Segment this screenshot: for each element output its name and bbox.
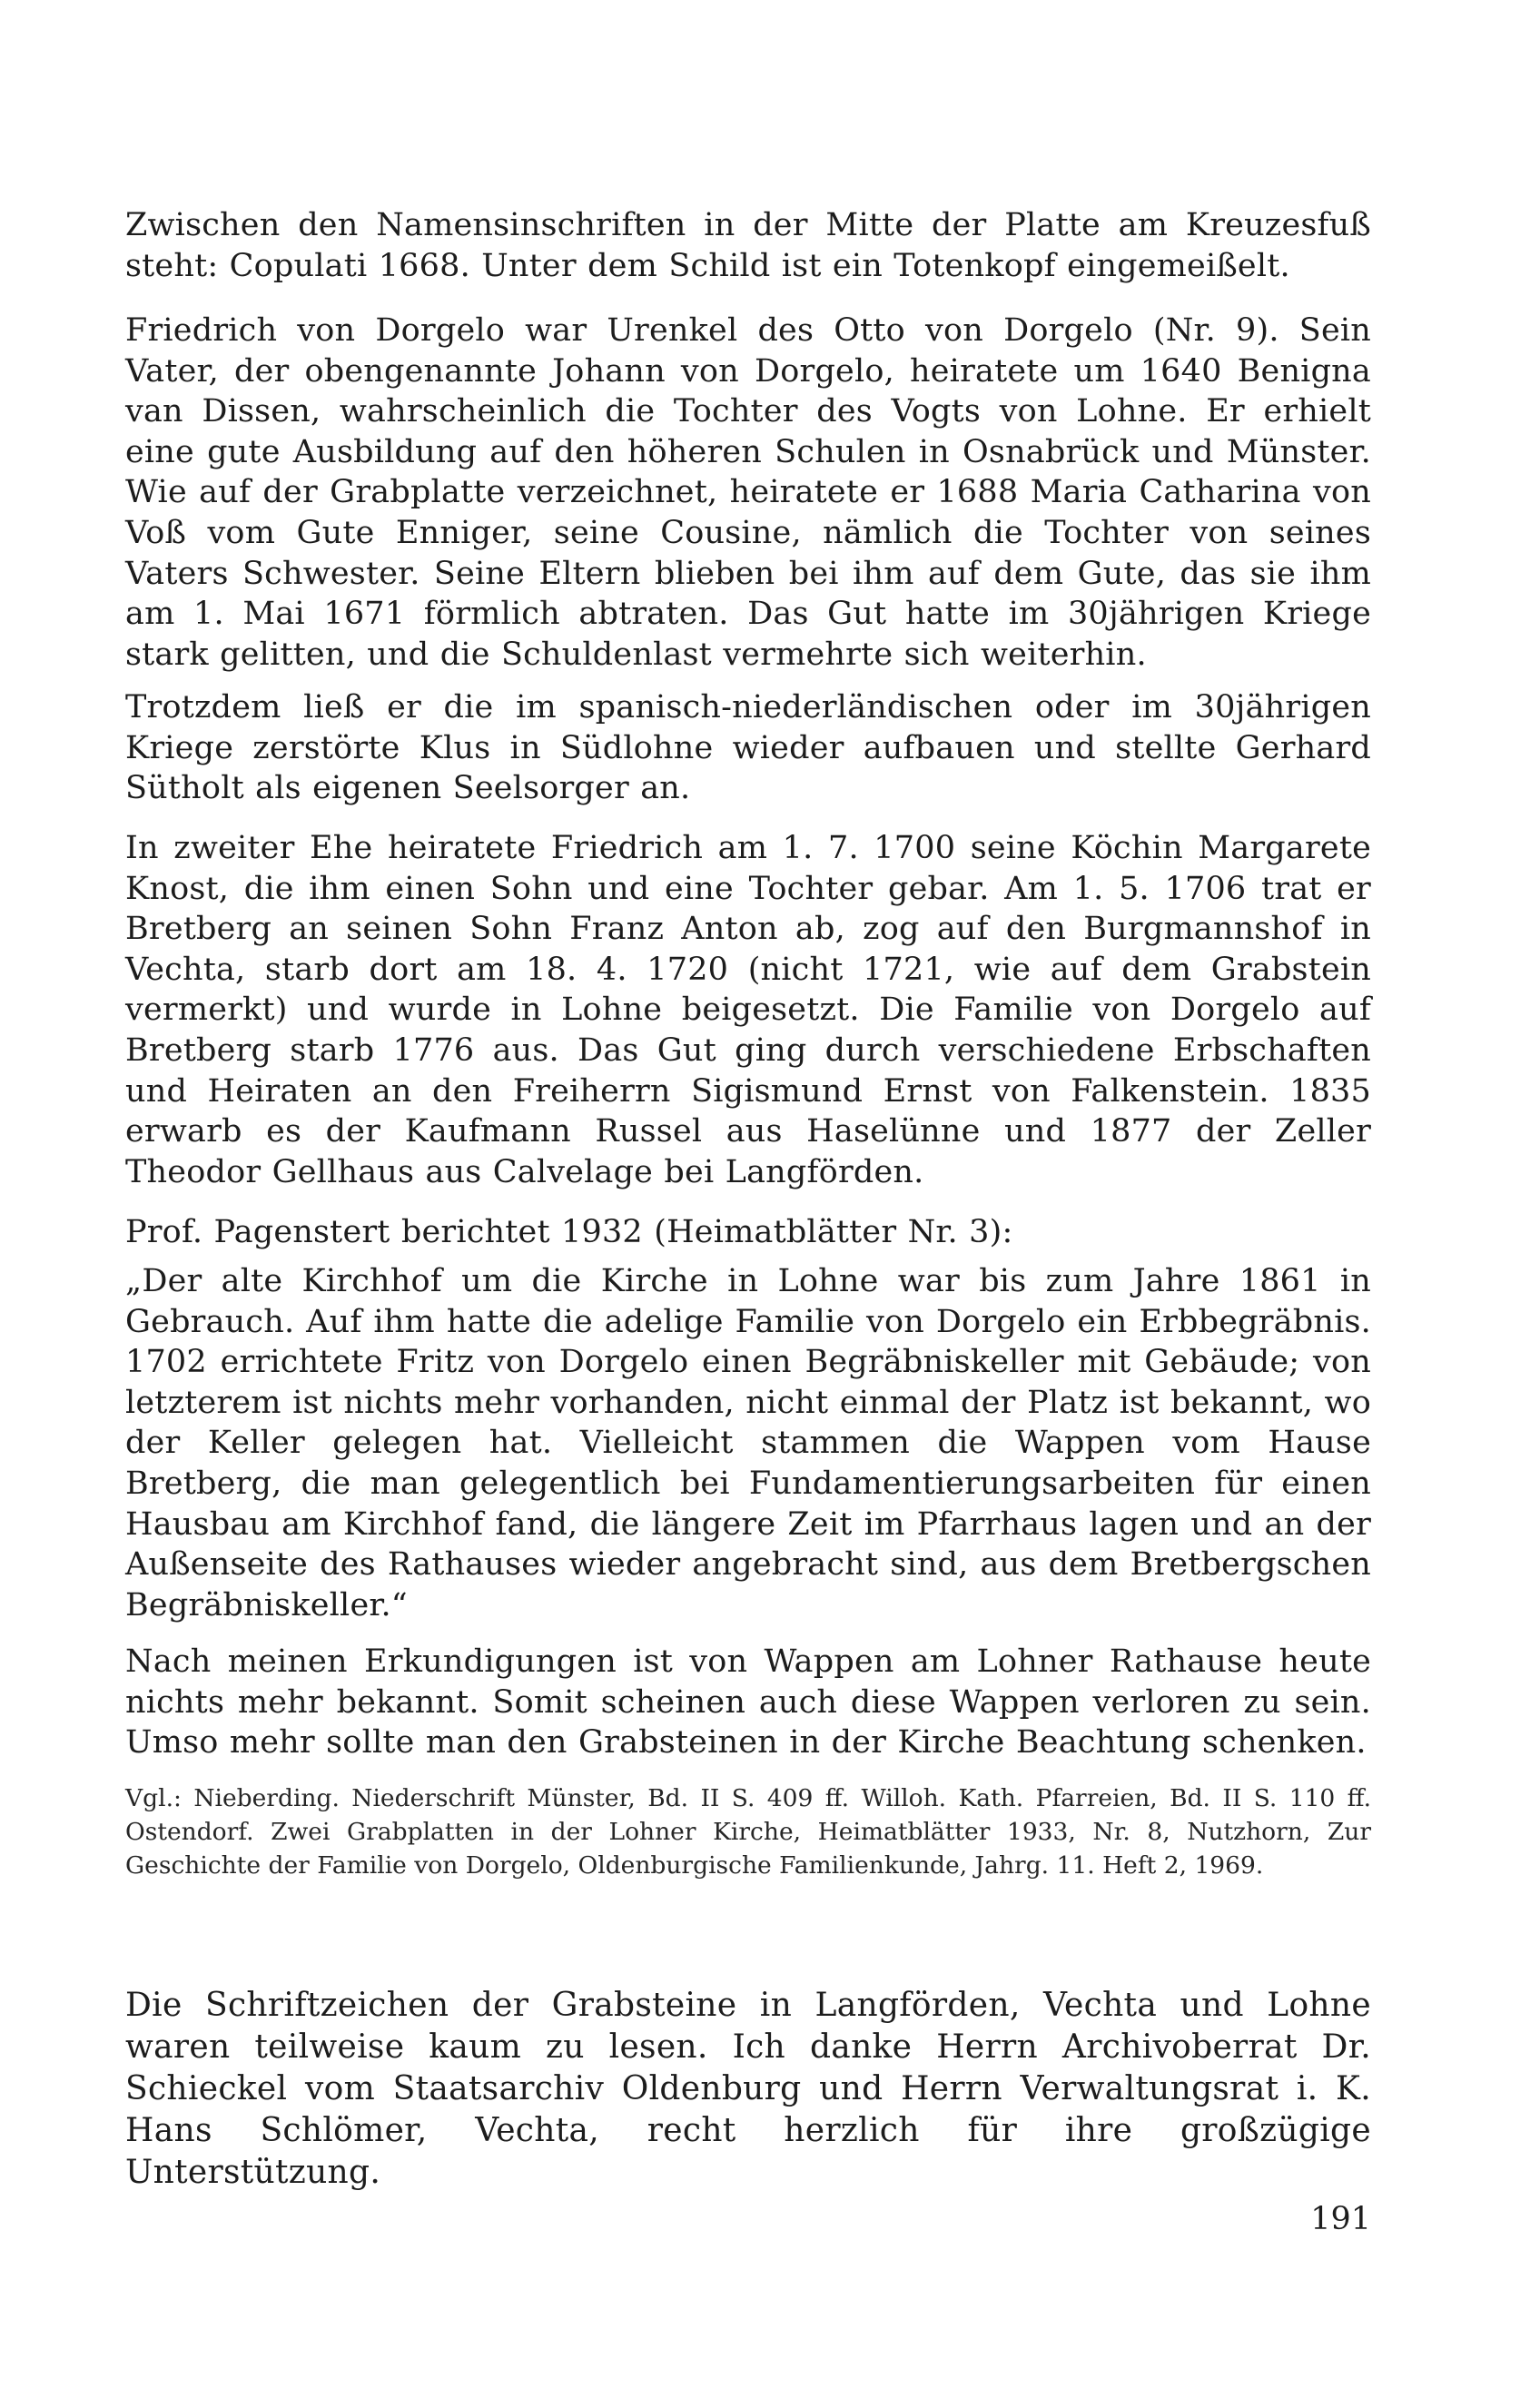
paragraph-copulati [125, 205, 1371, 286]
paragraph-text: Trotzdem ließ er die im spanisch-niederländischen oder im 30jährigen Kriege zerstörte Klus in Südlohne wieder aufbauen und stellte Gerhard Sütholt als eigenen Seelsorger an. [125, 689, 1371, 807]
acknowledgement-text: Die Schriftzeichen der Grabsteine in Langförden, Vechta und Lohne waren teilweise kaum zu lesen. Ich danke Herrn Archivoberrat Dr. Schieckel vom Staatsarchiv Oldenburg und Herrn Verwaltungsrat i. K. Hans Schlömer, Vechta, recht herzlich für ihre großzügige Unterstützung. [125, 1987, 1371, 2191]
paragraph-text: Zwischen den Namensinschriften in der Mitte der Platte am Kreuzesfuß steht: Copulati 1668. Unter dem Schild ist ein Totenkopf eingemeißelt. [125, 207, 1371, 284]
paragraph-klus-suedlohne [125, 687, 1371, 809]
paragraph-wappen-rathaus [125, 1642, 1371, 1763]
references-block [125, 1781, 1371, 1882]
paragraph-text: Prof. Pagenstert berichtet 1932 (Heimatblätter Nr. 3): [125, 1214, 1013, 1250]
paragraph-quotation [125, 1261, 1371, 1625]
acknowledgement-block [125, 1985, 1371, 2194]
paragraph-text: Nach meinen Erkundigungen ist von Wappen am Lohner Rathause heute nichts mehr bekannt. Somit scheinen auch diese Wappen verloren zu sein. Umso mehr sollte man den Grabsteinen in der Kirche Beachtung schenken. [125, 1643, 1371, 1761]
paragraph-text: Friedrich von Dorgelo war Urenkel des Otto von Dorgelo (Nr. 9). Sein Vater, der obengenannte Johann von Dorgelo, heiratete um 1640 Benigna van Dissen, wahrscheinlich die Tochter des Vogts von Lohne. Er erhielt eine gute Ausbildung auf den höheren Schulen in Osnabrück und Münster. Wie auf der Grabplatte verzeichnet, heiratete er 1688 Maria Catharina von Voß vom Gute Enniger, seine Cousine, nämlich die Tochter von seines Vaters Schwester. Seine Eltern blieben bei ihm auf dem Gute, das sie ihm am 1. Mai 1671 förmlich abtraten. Das Gut hatte im 30jährigen Kriege stark gelitten, und die Schuldenlast vermehrte sich weiterhin. [125, 312, 1371, 673]
quotation-text: „Der alte Kirchhof um die Kirche in Lohne war bis zum Jahre 1861 in Gebrauch. Auf ihm hatte die adelige Familie von Dorgelo ein Erbbegräbnis. 1702 errichtete Fritz von Dorgelo einen Begräbniskeller mit Gebäude; von letzterem ist nichts mehr vorhanden, nicht einmal der Platz ist bekannt, wo der Keller gelegen hat. Vielleicht stammen die Wappen vom Hause Bretberg, die man gelegentlich bei Fundamentierungsarbeiten für einen Hausbau am Kirchhof fand, die längere Zeit im Pfarrhaus lagen und an der Außenseite des Rathauses wieder angebracht sind, aus dem Bretbergschen Begräbniskeller.“ [125, 1263, 1371, 1623]
paragraph-second-marriage [125, 828, 1371, 1192]
paragraph-friedrich-biography [125, 311, 1371, 675]
references-text: Vgl.: Nieberding. Niederschrift Münster, Bd. II S. 409 ff. Willoh. Kath. Pfarreien, Bd. II S. 110 ff. Ostendorf. Zwei Grabplatten in der Lohner Kirche, Heimatblätter 1933, Nr. 8, Nutzhorn, Zur Geschichte der Familie von Dorgelo, Oldenburgische Familienkunde, Jahrg. 11. Heft 2, 1969. [125, 1784, 1371, 1880]
page-number: 191 [1310, 2201, 1371, 2237]
paragraph-pagenstert-intro [125, 1212, 1371, 1253]
paragraph-text: In zweiter Ehe heiratete Friedrich am 1. 7. 1700 seine Köchin Margarete Knost, die ihm einen Sohn und eine Tochter gebar. Am 1. 5. 1706 trat er Bretberg an seinen Sohn Franz Anton ab, zog auf den Burgmannshof in Vechta, starb dort am 18. 4. 1720 (nicht 1721, wie auf dem Grabstein vermerkt) und wurde in Lohne beigesetzt. Die Familie von Dorgelo auf Bretberg starb 1776 aus. Das Gut ging durch verschiedene Erbschaften und Heiraten an den Freiherrn Sigismund Ernst von Falkenstein. 1835 erwarb es der Kaufmann Russel aus Haselünne und 1877 der Zeller Theodor Gellhaus aus Calvelage bei Langförden. [125, 830, 1371, 1190]
